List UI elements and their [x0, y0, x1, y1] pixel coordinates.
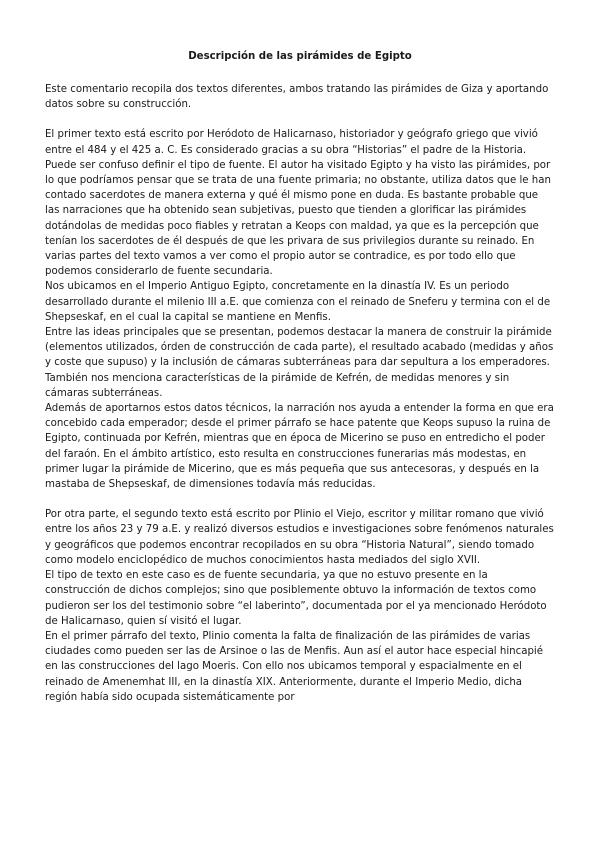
paragraph-source-type: Puede ser confuso definir el tipo de fuente. El autor ha visitado Egipto y ha visto las pirámides, por lo que podríamos pensar que se trata de una fuente primaria; no obstante, utiliza datos que le han contado sacerdotes de manera externa y qué él mismo pone en duda. Es bastante probable que las narraciones que ha obtenido sean subjetivas, puesto que tienden a glorificar las pirámides dotándolas de medidas poco fiables y retratan a Keops con maldad, ya que es la percepción que tenían los sacerdotes de él después de que les privara de sus privilegios durante su reinado. En varias partes del texto vamos a ver como el propio autor se contradice, es por todo ello que podemos considerarlo de fuente secundaria. [45, 159, 551, 278]
paragraph-intro: Este comentario recopila dos textos diferentes, ambos tratando las pirámides de Giza y aportando datos sobre su construcción. [45, 84, 549, 111]
paragraph-pliny-source-type: El tipo de texto en este caso es de fuente secundaria, ya que no estuvo presente en la construcción de dichos complejos; sino que posiblemente obtuvo la información de textos como pudieron ser los del testimonio sobre “el laberinto”, documentada por el ya mencionado Heródoto de Halicarnaso, quien sí visitó el lugar. [45, 570, 547, 627]
paragraph-gap [45, 492, 555, 507]
paragraph-gap [45, 112, 555, 127]
document-page [45, 50, 555, 705]
paragraph-emperors: Además de aportarnos estos datos técnicos, la narración nos ayuda a entender la forma en que era concebido cada emperador; desde el primer párrafo se hace patente que Keops supuso la ruina de Egipto, continuada por Kefrén, mientras que en época de Micerino se puso en entredicho el poder del faraón. En el ámbito artístico, esto resulta en construcciones funerarias más modestas, en primer lugar la pirámide de Micerino, que es más pequeña que sus antecesoras, y después en la mastaba de Shepseskaf, de dimensiones todavía más reducidas. [45, 403, 554, 491]
paragraph-herodotus-author: El primer texto está escrito por Heródoto de Halicarnaso, historiador y geógrafo griego que vivió entre el 484 y el 425 a. C. Es considerado gracias a su obra “Historias” el padre de la Historia. [45, 129, 538, 156]
paragraph-pliny-first: En el primer párrafo del texto, Plinio comenta la falta de finalización de las pirámides de varias ciudades como pueden ser las de Arsinoe o las de Menfis. Aun así el autor hace especial hincapié en las construcciones del lago Moeris. Con ello nos ubicamos temporal y espacialmente en el reinado de Amenemhat III, en la dinastía XIX. Anteriormente, durante el Imperio Medio, dicha región había sido ocupada sistemáticamente por [45, 630, 544, 703]
paragraph-pliny-author: Por otra parte, el segundo texto está escrito por Plinio el Viejo, escritor y militar romano que vivió entre los años 23 y 79 a.E. y realizó diversos estudios e investigaciones sobre fenómenos naturales y geográficos que podemos encontrar recopilados en su obra “Historia Natural”, siendo tomado como modelo enciclopédico de muchos conocimientos hasta mediados del siglo XVII. [45, 509, 554, 566]
paragraph-main-ideas: Entre las ideas principales que se presentan, podemos destacar la manera de construir la pirámide (elementos utilizados, órden de construcción de cada parte), el resultado acabado (medidas y años y coste que supuso) y la inclusión de cámaras subterráneas para dar sepultura a los emperadores. También nos menciona características de la pirámide de Kefrén, de medidas menores y sin cámaras subterráneas. [45, 327, 554, 399]
document-title: Descripción de las pirámides de Egipto [188, 51, 412, 62]
paragraph-context: Nos ubicamos en el Imperio Antiguo Egipto, concretamente en la dinastía IV. Es un periodo desarrollado durante el milenio III a.E. que comienza con el reinado de Sneferu y termina con el de Shepseskaf, en el cual la capital se mantiene en Menfis. [45, 281, 551, 323]
